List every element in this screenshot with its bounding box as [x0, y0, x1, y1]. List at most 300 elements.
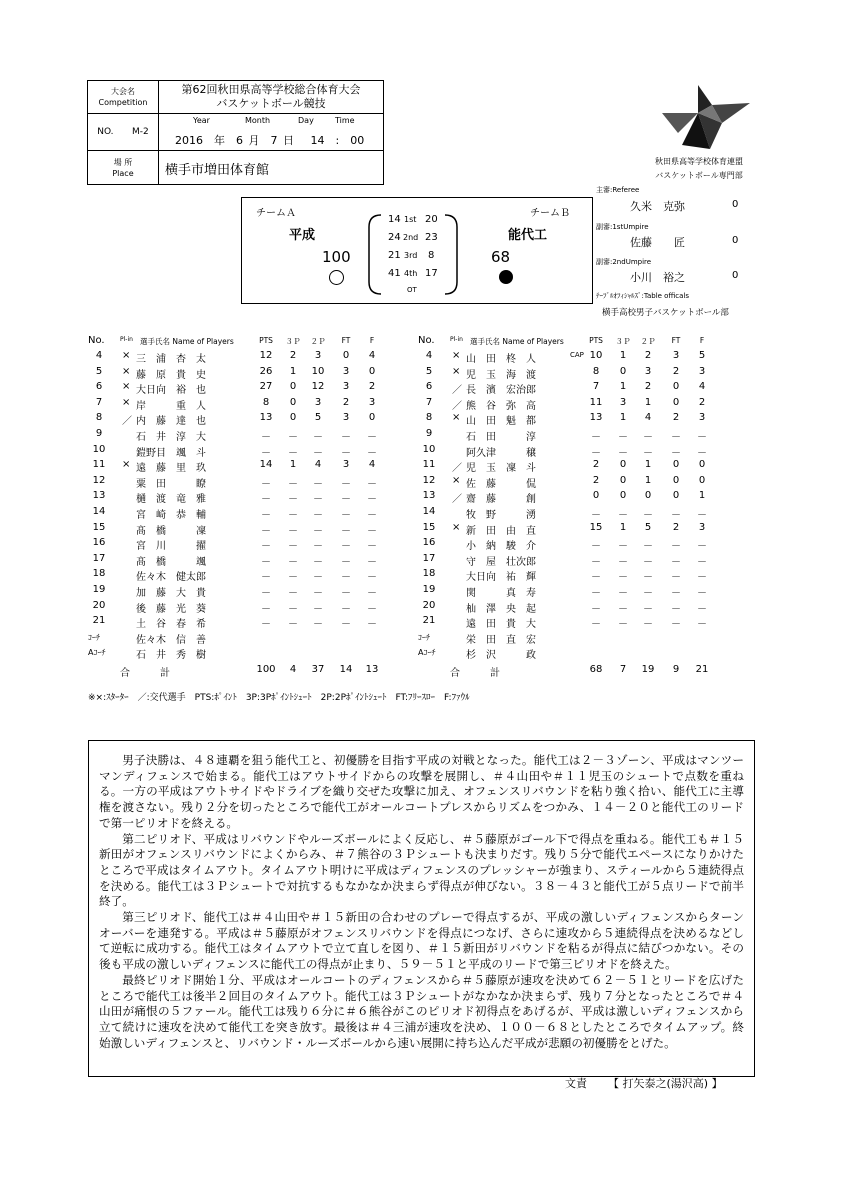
player-name: 小 納 駿 介: [466, 541, 536, 553]
player-f: 3: [698, 521, 706, 533]
player-ft: 2: [672, 365, 680, 377]
player-f: －: [367, 494, 377, 506]
player-2p: 3: [314, 396, 322, 408]
staff-name: 杉 沢 政: [466, 650, 536, 662]
player-3p: －: [618, 556, 628, 568]
player-pts: 13: [589, 412, 603, 424]
player-2p: －: [643, 619, 653, 631]
player-3p: －: [288, 619, 298, 631]
player-3p: －: [618, 619, 628, 631]
staff-role: ｺｰﾁ: [88, 632, 100, 642]
player-2p: －: [313, 619, 323, 631]
ot-label: OT: [407, 286, 417, 294]
player-pts: 2: [592, 459, 600, 471]
player-f: 3: [698, 365, 706, 377]
venue-name: 横手市増田体育館: [165, 163, 270, 178]
player-ft: －: [671, 603, 681, 615]
col-header-2p: ２Ｐ: [310, 337, 326, 346]
player-ft: －: [671, 572, 681, 584]
player-3p: －: [288, 432, 298, 443]
player-f: －: [697, 572, 707, 584]
player-pts: 27: [259, 381, 273, 393]
play-in-mark: ／: [452, 400, 462, 412]
player-2p: －: [313, 447, 323, 459]
col-header-pts: PTS: [259, 336, 273, 345]
player-name: 大日向 祐 輝: [466, 572, 536, 584]
player-ft: －: [671, 556, 681, 568]
competition-row: [88, 81, 383, 114]
player-pts: 11: [589, 396, 603, 408]
col-header-2p: ２Ｐ: [640, 337, 656, 346]
play-in-mark: ×: [452, 350, 461, 361]
player-3p: 0: [289, 412, 297, 424]
player-pts: 26: [259, 365, 273, 377]
player-number: 7: [425, 396, 433, 408]
player-3p: －: [288, 572, 298, 584]
player-ft: －: [671, 432, 681, 443]
player-ft: －: [671, 619, 681, 631]
player-name: 守 屋 壮次郎: [466, 556, 536, 568]
period-b-score: 23: [425, 232, 438, 243]
total-3p: 7: [619, 664, 627, 675]
player-f: －: [697, 510, 707, 521]
player-ft: 0: [672, 381, 680, 393]
player-name: 佐 藤 侃: [466, 478, 536, 490]
player-ft: 0: [672, 490, 680, 502]
player-f: －: [367, 603, 377, 615]
player-pts: 7: [592, 381, 600, 393]
player-name: 杣 澤 央 起: [466, 603, 536, 615]
player-number: 14: [92, 506, 106, 517]
player-name: 三 浦 杏 太: [136, 354, 206, 365]
player-2p: 3: [644, 365, 652, 377]
umpire2-name: 小川 裕之: [630, 271, 685, 284]
table-officials-label: ﾃｰﾌﾞﾙｵﾌｨｼｬﾙｽﾞ:Table officals: [596, 292, 689, 300]
player-2p: 4: [314, 459, 322, 471]
player-name: 加 藤 大 貴: [136, 588, 206, 599]
team-a-label: チームＡ: [256, 208, 296, 219]
player-f: －: [697, 556, 707, 568]
player-pts: －: [261, 525, 271, 537]
player-name: 児 玉 海 渡: [466, 369, 536, 381]
player-name: 阿久津 穣: [466, 447, 536, 459]
player-name: 遠 藤 里 玖: [136, 463, 206, 475]
place-label-jp: 場 所: [113, 157, 133, 167]
player-2p: －: [643, 541, 653, 553]
player-f: －: [367, 588, 377, 599]
team-b-name: 能代工: [508, 228, 548, 243]
report-paragraph: 第二ピリオド、平成はリバウンドやルーズボールによく反応し、＃５藤原がゴール下で得点を重ねる。能代工も＃１５新田がオフェンスリバウンドによくからみ、＃７熊谷の３Ｐシュートも決まりだす。残り５分で能代エペースになりかけたところで平成はタイムアウト。タイムアウト明けに平成はディフェンスのプレッシャーが強まり、スティールから５連続得点を決める。能代工は３Ｐシュートで対抗するもなかなか決まらず得点が伸びない。３８－４３と能代工が５点リードで前半終了。: [99, 831, 744, 909]
referee-name: 久米 克弥: [630, 200, 685, 213]
player-f: －: [367, 541, 377, 553]
player-f: 4: [368, 350, 376, 361]
player-f: －: [697, 603, 707, 615]
player-2p: －: [643, 588, 653, 599]
player-pts: 2: [592, 474, 600, 486]
player-3p: －: [618, 541, 628, 553]
player-number: 8: [95, 412, 103, 424]
legend: ※×:ｽﾀｰﾀｰ ／:交代選手 PTS:ﾎﾟｲﾝﾄ 3P:3Pﾎﾟｲﾝﾄｼｭｰﾄ 2P:2Pﾎﾟｲﾝﾄｼｭｰﾄ FT:ﾌﾘｰｽﾛｰ F:ﾌｧｳﾙ: [88, 693, 470, 703]
play-in-mark: ×: [452, 365, 461, 377]
player-name: 粟 田 瞭: [136, 478, 206, 490]
total-pts: 68: [589, 664, 603, 675]
player-2p: －: [643, 510, 653, 521]
player-pts: －: [261, 556, 271, 568]
player-2p: －: [313, 603, 323, 615]
player-name: 宮 川 擢: [136, 541, 206, 553]
player-3p: 1: [619, 350, 627, 361]
play-in-mark: ×: [122, 365, 131, 377]
player-f: －: [367, 478, 377, 490]
player-2p: 12: [311, 381, 325, 393]
col-header-play-in: Pl-in: [120, 336, 133, 343]
col-header-ft: FT: [671, 336, 681, 345]
player-number: 18: [422, 568, 436, 580]
player-ft: －: [341, 447, 351, 459]
player-name: 岸 重 人: [136, 400, 206, 412]
player-pts: 12: [259, 350, 273, 361]
month-unit: 月: [248, 134, 260, 147]
competition-label-en: Competition: [98, 98, 148, 107]
player-number: 19: [92, 584, 106, 595]
player-number: 8: [425, 412, 433, 424]
player-name: 山 田 柊 人: [466, 354, 536, 365]
player-ft: －: [341, 556, 351, 568]
player-2p: 1: [644, 396, 652, 408]
play-in-mark: ×: [122, 396, 131, 408]
player-pts: －: [591, 510, 601, 521]
total-pts: 100: [256, 664, 276, 675]
day-value: 7: [270, 134, 278, 147]
player-2p: －: [313, 432, 323, 443]
byline-open-bracket: 【: [608, 1077, 619, 1090]
player-ft: 0: [342, 350, 350, 361]
hour-value: 14: [310, 134, 325, 147]
player-number: 12: [422, 474, 436, 486]
period-row: [367, 214, 459, 232]
report-paragraph: 男子決勝は、４８連覇を狙う能代工と、初優勝を目指す平成の対戦となった。能代工は２－３ゾーン、平成はマンツーマンディフェンスで始まる。能代工はアウトサイドからの攻撃を展開し、＃４山田や＃１１児玉のシュートで点数を重ねる。一方の平成はアウトサイドやドライブを織り交ぜた攻撃に加え、オフェンスリバウンドを粘り強く拾い、能代工に主導権を渡さない。残り２分を切ったところで能代工がオールコートプレスからリズムをつかみ、１４－２０と能代工のリードで第一ピリオドを終える。: [99, 753, 744, 830]
month-header: Month: [245, 116, 271, 125]
play-in-mark: ×: [452, 412, 461, 424]
player-number: 13: [92, 490, 106, 502]
byline-author: 打矢泰之(湯沢高): [622, 1077, 709, 1090]
player-name: 石 井 淳 大: [136, 432, 206, 443]
player-3p: 0: [289, 381, 297, 393]
team-a-stats-table: [88, 335, 408, 679]
player-3p: 0: [289, 396, 297, 408]
player-name: 熊 谷 弥 高: [466, 400, 536, 412]
no-label: NO.: [97, 126, 114, 137]
competition-subtitle: バスケットボール競技: [216, 97, 326, 110]
player-ft: －: [341, 510, 351, 521]
period-name: 1st: [404, 215, 417, 224]
player-name: 樋 渡 竜 雅: [136, 494, 206, 506]
umpire2-label: 副審:2ndUmpire: [596, 258, 652, 266]
player-ft: 3: [342, 365, 350, 377]
winner-circle-icon: [499, 270, 513, 284]
col-header-play-in: Pl-in: [450, 336, 463, 343]
player-f: －: [367, 619, 377, 631]
total-f: 13: [365, 664, 379, 675]
player-ft: －: [341, 525, 351, 537]
player-pts: －: [591, 588, 601, 599]
player-name: 宮 崎 恭 輔: [136, 510, 206, 521]
competition-title: 第62回秋田県高等学校総合体育大会: [181, 83, 361, 96]
total-2p: 19: [641, 664, 655, 675]
player-3p: －: [288, 494, 298, 506]
player-2p: 10: [311, 365, 325, 377]
player-3p: －: [618, 510, 628, 521]
player-3p: 2: [289, 350, 297, 361]
year-value: 2016: [175, 134, 203, 147]
player-f: －: [697, 432, 707, 443]
player-2p: 5: [644, 521, 652, 533]
col-header-pts: PTS: [589, 336, 603, 345]
player-pts: －: [591, 572, 601, 584]
total-label: 合 計: [120, 668, 170, 679]
player-3p: 3: [619, 396, 627, 408]
player-ft: 3: [342, 381, 350, 393]
player-name: 内 藤 達 也: [136, 416, 206, 428]
player-f: 0: [368, 412, 376, 424]
player-number: 10: [422, 443, 436, 455]
player-pts: －: [261, 478, 271, 490]
player-3p: 0: [619, 490, 627, 502]
player-number: 20: [422, 599, 436, 611]
player-pts: 14: [259, 459, 273, 471]
total-label: 合 計: [450, 668, 500, 679]
player-f: －: [367, 447, 377, 459]
team-b-label: チームＢ: [530, 208, 570, 219]
player-3p: －: [288, 447, 298, 459]
org-department: バスケットボール専門部: [655, 171, 743, 180]
player-name: 遠 田 貴 大: [466, 619, 536, 631]
player-number: 16: [422, 537, 436, 549]
player-3p: 1: [619, 521, 627, 533]
staff-name: 栄 田 直 宏: [466, 634, 536, 646]
staff-role: Aｺｰﾁ: [88, 648, 106, 658]
loser-circle-icon: [329, 270, 344, 285]
player-ft: －: [671, 510, 681, 521]
player-name: 齋 藤 創: [466, 494, 536, 506]
player-number: 12: [92, 474, 106, 486]
play-in-mark: ×: [122, 381, 131, 393]
play-in-mark: ×: [452, 474, 461, 486]
player-ft: －: [671, 447, 681, 459]
referee-value: 0: [732, 199, 739, 210]
player-pts: 15: [589, 521, 603, 533]
year-header: Year: [193, 116, 210, 125]
play-in-mark: ×: [122, 350, 131, 361]
col-header-no: No.: [88, 335, 105, 346]
col-header-f: F: [699, 336, 705, 345]
umpire2-value: 0: [732, 270, 739, 281]
play-in-mark: ／: [122, 416, 132, 428]
captain-badge: CAP: [570, 351, 584, 359]
org-name: 秋田県高等学校体育連盟: [655, 157, 743, 166]
period-row: [367, 232, 459, 250]
player-f: 3: [368, 396, 376, 408]
byline: [565, 1075, 723, 1091]
player-number: 17: [422, 552, 436, 564]
player-number: 20: [92, 599, 106, 611]
player-ft: 3: [342, 459, 350, 471]
player-3p: －: [288, 556, 298, 568]
staff-role: Aｺｰﾁ: [418, 648, 436, 658]
player-pts: 8: [592, 365, 600, 377]
player-2p: 3: [314, 350, 322, 361]
play-in-mark: ／: [452, 385, 462, 397]
player-name: 後 藤 光 葵: [136, 603, 206, 615]
player-pts: －: [261, 494, 271, 506]
player-2p: －: [643, 572, 653, 584]
player-pts: －: [591, 619, 601, 631]
player-number: 19: [422, 584, 436, 595]
ot-row: [367, 286, 459, 298]
federation-logo: [660, 83, 752, 151]
year-unit: 年: [214, 134, 225, 147]
player-3p: －: [618, 603, 628, 615]
player-ft: 2: [342, 396, 350, 408]
player-number: 14: [422, 506, 436, 517]
day-unit: 日: [283, 134, 294, 147]
player-name: 石 田 淳: [466, 432, 536, 443]
period-row: [367, 250, 459, 268]
team-b-stats-table: [418, 335, 738, 679]
player-ft: －: [341, 494, 351, 506]
play-in-mark: ／: [452, 463, 462, 475]
player-name: 髙 橋 凜: [136, 525, 206, 537]
player-3p: 1: [289, 459, 297, 471]
player-ft: －: [341, 572, 351, 584]
player-2p: 2: [644, 350, 652, 361]
umpire1-value: 0: [732, 235, 739, 246]
player-2p: －: [313, 541, 323, 553]
player-3p: 0: [619, 459, 627, 471]
total-f: 21: [695, 664, 709, 675]
period-a-score: 21: [388, 250, 401, 261]
player-pts: 10: [589, 350, 603, 361]
referee-label: 主審:Referee: [596, 186, 640, 194]
player-3p: －: [288, 603, 298, 615]
player-pts: －: [261, 447, 271, 459]
player-number: 16: [92, 537, 106, 549]
player-number: 9: [95, 428, 103, 439]
time-header: Time: [335, 116, 355, 125]
report-paragraph: 最終ピリオド開始１分、平成はオールコートのディフェンスから＃５藤原が速攻を決めて６２－５１とリードを広げたところで能代工は後半２回目のタイムアウト。能代工は３Ｐシュートがなかなか決まらず、残り７分となったところで＃４山田が痛恨の５ファール。能代工は残り６分に＃６熊谷がこのピリオド初得点をあげるが、平成は激しいディフェンスから立て続けに速攻を決めて能代工を突き放す。最後は＃４三浦が速攻を決め、１００－６８としたところでタイムアップ。終始激しいディフェンスと、リバウンド・ルーズボールから速い展開に持ち込んだ平成が悲願の初優勝をとげた。: [99, 972, 744, 1050]
team-a-total-score: 100: [322, 248, 351, 266]
player-3p: －: [618, 588, 628, 599]
player-number: 11: [92, 459, 106, 471]
minute-value: 00: [350, 134, 365, 147]
player-pts: －: [591, 432, 601, 443]
player-name: 山 田 魁 都: [466, 416, 536, 428]
player-2p: －: [313, 588, 323, 599]
player-pts: 8: [262, 396, 270, 408]
time-colon: :: [335, 134, 340, 147]
byline-label: 文責: [565, 1077, 587, 1090]
place-row: [88, 151, 383, 184]
player-f: 2: [698, 396, 706, 408]
player-pts: 13: [259, 412, 273, 424]
player-number: 4: [425, 350, 433, 361]
player-3p: －: [288, 525, 298, 537]
player-f: 5: [698, 350, 706, 361]
player-pts: －: [591, 603, 601, 615]
player-ft: 0: [672, 474, 680, 486]
staff-name: 佐々木 信 善: [136, 634, 206, 646]
player-3p: －: [288, 478, 298, 490]
player-pts: －: [261, 572, 271, 584]
team-b-total-score: 68: [491, 248, 511, 266]
player-number: 15: [422, 521, 436, 533]
player-3p: 1: [289, 365, 297, 377]
player-pts: －: [591, 447, 601, 459]
period-a-score: 24: [388, 232, 401, 243]
player-ft: －: [341, 588, 351, 599]
player-2p: －: [313, 556, 323, 568]
player-name: 鎧野目 颯 斗: [136, 447, 206, 459]
day-header: Day: [298, 116, 314, 125]
player-2p: －: [313, 572, 323, 584]
period-b-score: 8: [428, 250, 435, 261]
player-number: 5: [95, 365, 103, 377]
player-f: 2: [368, 381, 376, 393]
col-header-f: F: [369, 336, 375, 345]
player-name: 髙 橋 颯: [136, 556, 206, 568]
byline-close-bracket: 】: [711, 1077, 723, 1090]
player-pts: －: [261, 541, 271, 553]
play-in-mark: ／: [452, 494, 462, 506]
place-label-en: Place: [112, 168, 134, 178]
total-ft: 9: [672, 664, 680, 675]
player-name: 藤 原 貴 史: [136, 369, 206, 381]
player-f: 1: [698, 490, 706, 502]
player-f: 0: [698, 474, 706, 486]
player-2p: 2: [644, 381, 652, 393]
player-f: －: [367, 432, 377, 443]
player-3p: －: [618, 572, 628, 584]
player-ft: －: [341, 478, 351, 490]
team-a-name: 平成: [289, 228, 316, 243]
player-pts: －: [261, 432, 271, 443]
player-f: －: [697, 447, 707, 459]
col-header-3p: ３Ｐ: [615, 337, 631, 346]
player-2p: 1: [644, 459, 652, 471]
player-3p: －: [288, 588, 298, 599]
player-3p: 1: [619, 412, 627, 424]
umpire1-label: 副審:1stUmpire: [596, 223, 649, 231]
player-number: 4: [95, 350, 103, 361]
player-2p: －: [643, 556, 653, 568]
player-f: 0: [698, 459, 706, 471]
player-2p: 1: [644, 474, 652, 486]
player-number: 6: [425, 381, 433, 393]
player-2p: －: [313, 525, 323, 537]
table-officials-value: 横手高校男子バスケットボール部: [602, 308, 729, 318]
player-f: 0: [368, 365, 376, 377]
player-name: 牧 野 湧: [466, 510, 536, 521]
period-row: [367, 268, 459, 286]
player-pts: －: [261, 619, 271, 631]
player-number: 21: [422, 615, 436, 627]
staff-name: 石 井 秀 樹: [136, 650, 206, 662]
player-name: 大日向 裕 也: [136, 385, 206, 397]
player-number: 7: [95, 396, 103, 408]
player-number: 21: [92, 615, 106, 627]
player-f: 3: [698, 412, 706, 424]
period-name: 3rd: [404, 251, 418, 260]
